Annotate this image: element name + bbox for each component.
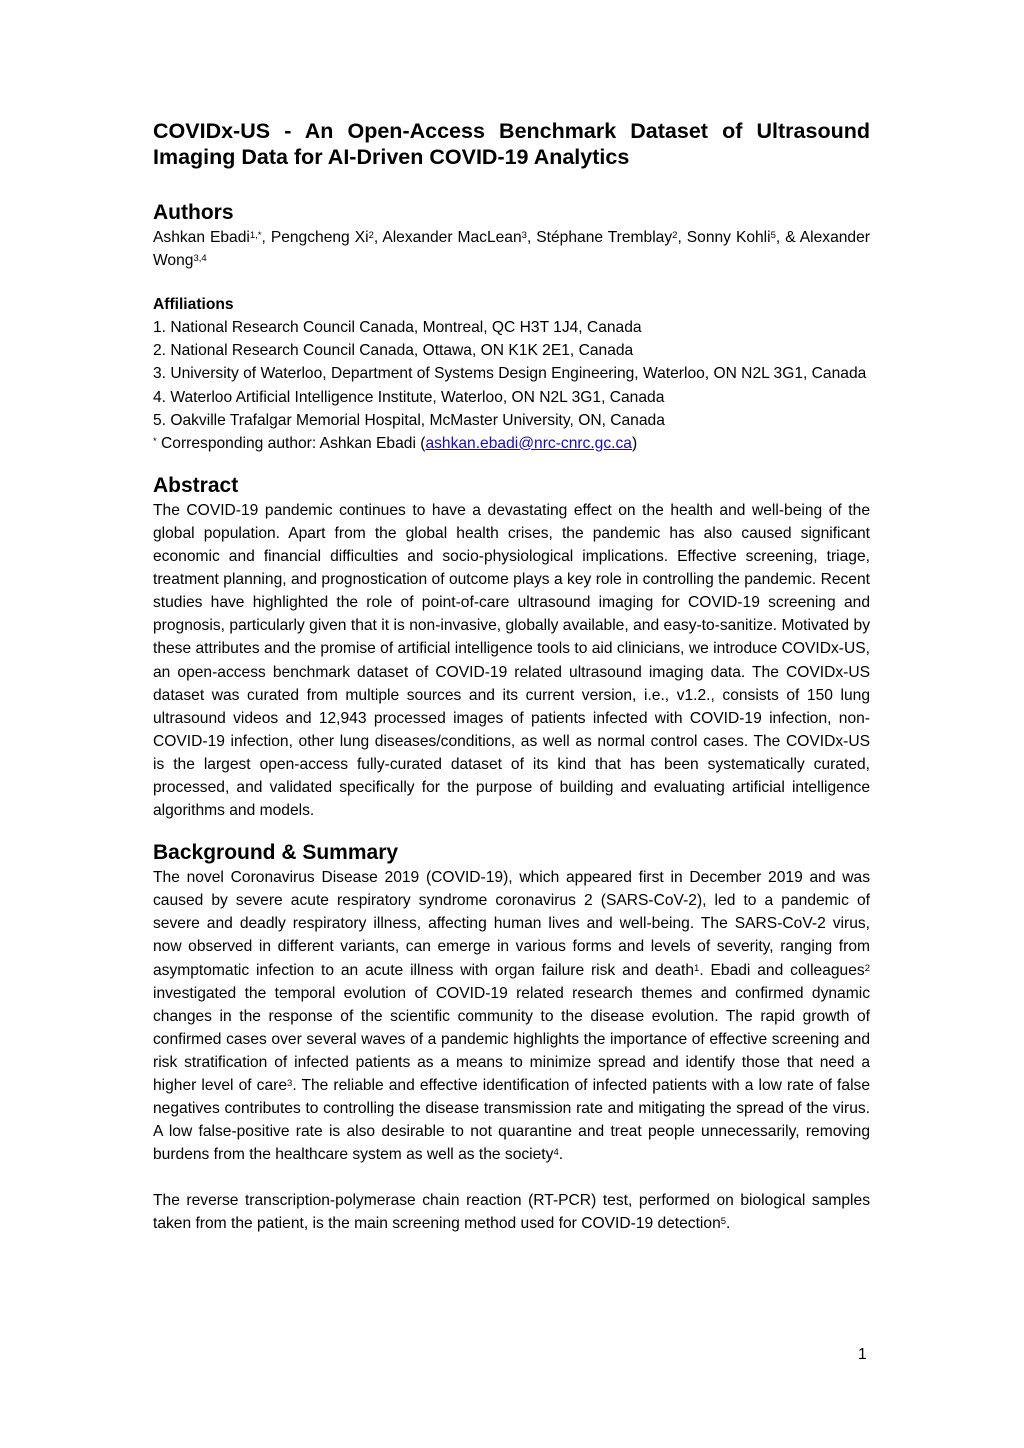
citation-marker: 4: [553, 1147, 559, 1159]
abstract-text: The COVID-19 pandemic continues to have a devastating effect on the health and well-being of the global population. Apart from the global health crises, the pandemic has also caused significant economic and financial difficulties and socio-physiological implications. Effective screening, triage, treatment planning, and prognostication of outcome plays a key role in controlling the pandemic. Recent studies have highlighted the role of point-of-care ultrasound imaging for COVID-19 screening and prognosis, particularly given that it is non-invasive, globally available, and easy-to-sanitize. Motivated by these attributes and the promise of artificial intelligence tools to aid clinicians, we introduce COVIDx-US, an open-access benchmark dataset of COVID-19 related ultrasound imaging data. The COVIDx-US dataset was curated from multiple sources and its current version, i.e., v1.2., consists of 150 lung ultrasound videos and 12,943 processed images of patients infected with COVID-19 infection, non-COVID-19 infection, other lung diseases/conditions, as well as normal control cases. The COVIDx-US is the largest open-access fully-curated dataset of its kind that has been systematically curated, processed, and validated specifically for the purpose of building and evaluating artificial intelligence algorithms and models.: [153, 501, 870, 820]
affiliation-item: 2. National Research Council Canada, Ottawa, ON K1K 2E1, Canada: [153, 342, 634, 360]
citation-marker: 5: [720, 1216, 727, 1228]
author-list: [153, 226, 870, 272]
text-run: .: [558, 1146, 564, 1164]
citation-marker: 2: [864, 962, 870, 974]
author-separator: ,: [261, 229, 271, 246]
author-name: Sonny Kohli: [686, 229, 771, 246]
affiliation-list: [153, 316, 870, 455]
author-name: Alexander Wong: [153, 229, 870, 270]
author-separator: , &: [775, 229, 800, 246]
background-paragraph-2: [153, 1189, 870, 1235]
abstract-heading: Abstract: [153, 473, 239, 497]
corresponding-author: [153, 432, 870, 455]
author-affiliation-marker: 5: [770, 230, 776, 241]
author-separator: ,: [373, 229, 383, 246]
author-affiliation-marker: 2: [672, 230, 678, 241]
text-run: .: [726, 1215, 731, 1233]
text-run: The reverse transcription-polymerase chain reaction (RT-PCR) test, performed on biological samples taken from the patient, is the main screening method used for COVID-19 detection: [153, 1192, 870, 1233]
author-name: Alexander MacLean: [382, 229, 522, 246]
corresponding-prefix: Corresponding author: Ashkan Ebadi (: [156, 434, 426, 452]
author-separator: ,: [526, 229, 537, 246]
background-heading: Background & Summary: [153, 841, 399, 865]
email-link[interactable]: ashkan.ebadi@nrc-cnrc.gc.ca: [425, 434, 632, 452]
affiliation-item: 3. University of Waterloo, Department of Systems Design Engineering, Waterloo, ON N2L 3G1, Canada: [153, 365, 867, 383]
corresponding-marker: *: [153, 435, 157, 447]
text-run: . The reliable and effective identification of infected patients with a low rate of false negatives contributes to controlling the disease transmission rate and mitigating the spread of the virus. A low false-positive rate is also desirable to not quarantine and treat people unnecessarily, removing burdens from the healthcare system as well as the society: [153, 1077, 870, 1164]
paper-page: [153, 118, 870, 1236]
text-run: . Ebadi and colleagues: [699, 961, 865, 979]
author-separator: ,: [677, 229, 687, 246]
author-name: Stéphane Tremblay: [536, 229, 673, 246]
affiliation-item: 5. Oakville Trafalgar Memorial Hospital, McMaster University, ON, Canada: [153, 411, 665, 429]
author-affiliation-marker: 1,*: [249, 230, 262, 241]
page-number: 1: [858, 1346, 867, 1363]
text-run: The novel Coronavirus Disease 2019 (COVID-19), which appeared first in December 2019 and was caused by severe acute respiratory syndrome coronavirus 2 (SARS-CoV-2), led to a pandemic of severe and deadly respiratory illness, affecting human lives and well-being. The SARS-CoV-2 virus, now observed in different variants, can emerge in various forms and levels of severity, ranging from asymptomatic infection to an acute illness with organ failure risk and death: [153, 869, 870, 979]
affiliation-item: 4. Waterloo Artificial Intelligence Institute, Waterloo, ON N2L 3G1, Canada: [153, 388, 665, 406]
paper-title: COVIDx-US - An Open-Access Benchmark Dataset of Ultrasound Imaging Data for AI-Driven COVID-19 Analytics: [153, 119, 870, 169]
affiliations-heading: Affiliations: [153, 296, 234, 314]
author-name: Ashkan Ebadi: [153, 229, 250, 246]
citation-marker: 3: [287, 1078, 293, 1089]
authors-heading: Authors: [153, 201, 234, 224]
citation-marker: 1: [694, 962, 700, 974]
author-affiliation-marker: 3: [521, 230, 527, 241]
author-name: Pengcheng Xi: [270, 229, 369, 246]
text-run: investigated the temporal evolution of COVID-19 related research themes and confirmed dynamic changes in the response of the scientific community to the disease evolution. The rapid growth of confirmed cases over several waves of a pandemic highlights the importance of effective screening and risk stratification of infected patients as a means to minimize spread and identify those that need a higher level of care: [153, 984, 870, 1094]
corresponding-suffix: ): [631, 434, 638, 452]
author-affiliation-marker: 2: [368, 230, 374, 241]
affiliation-item: 1. National Research Council Canada, Montreal, QC H3T 1J4, Canada: [153, 319, 642, 337]
background-paragraph-1: [153, 866, 870, 1166]
author-affiliation-marker: 3,4: [193, 253, 207, 265]
